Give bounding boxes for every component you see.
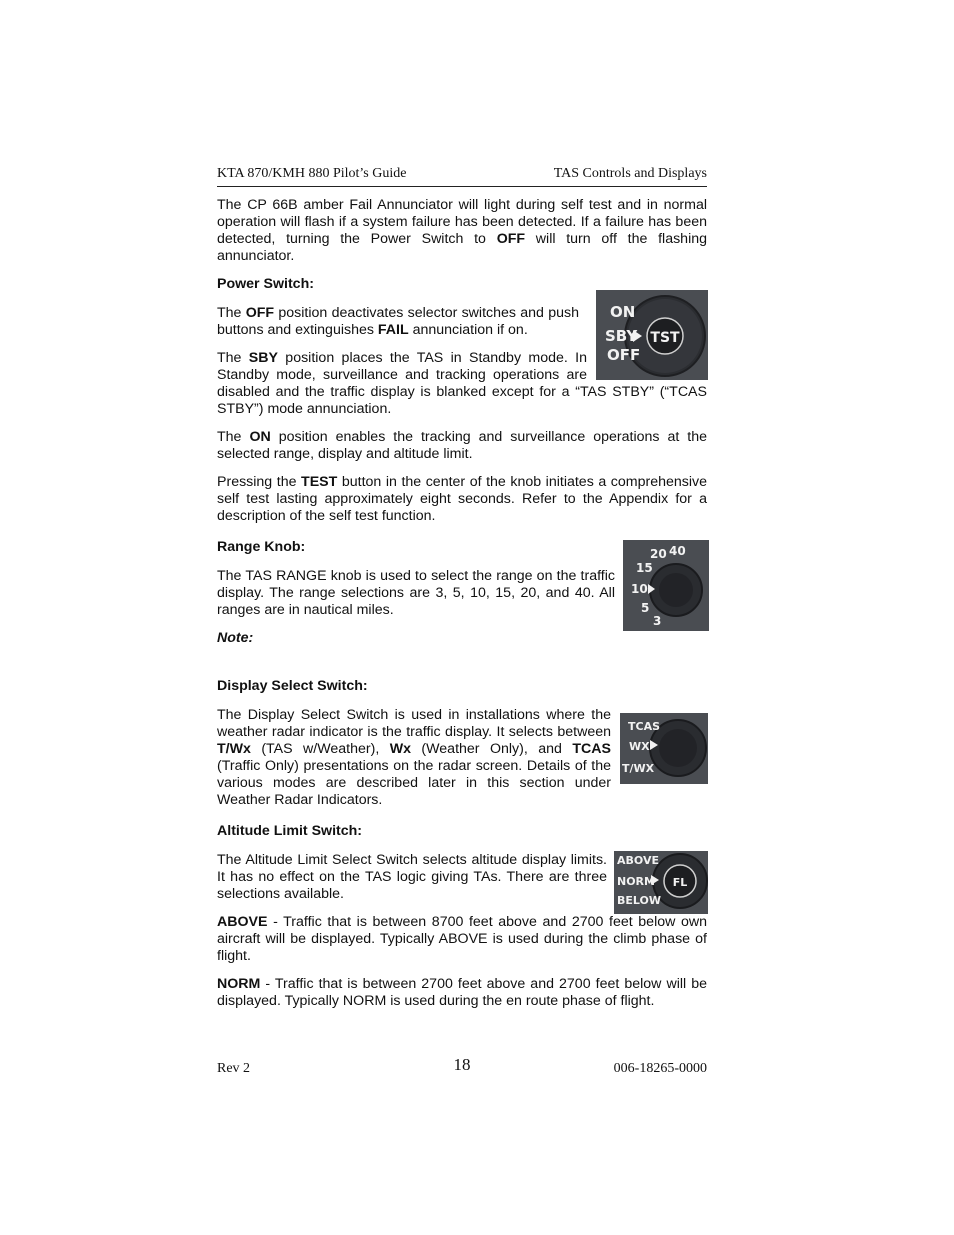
above-label: ABOVE xyxy=(617,854,659,867)
running-header xyxy=(217,166,707,187)
sby-label: SBY xyxy=(605,327,638,345)
twx-label: T/WX xyxy=(622,762,655,775)
revision: Rev 2 xyxy=(217,1061,251,1076)
display-select-heading: Display Select Switch: xyxy=(217,678,368,694)
tcas-label: TCAS xyxy=(628,720,661,733)
range-knob-heading: Range Knob: xyxy=(217,539,306,555)
range-5: 5 xyxy=(641,601,650,615)
on-label: ON xyxy=(610,303,636,321)
power-off-paragraph: The OFF position deactivates selector switches and push buttons and extinguishes FAIL annunciation if on. xyxy=(217,305,579,338)
range-3: 3 xyxy=(653,614,662,628)
header-section: TAS Controls and Displays xyxy=(553,166,707,181)
altitude-limit-heading: Altitude Limit Switch: xyxy=(217,823,363,839)
norm-label: NORM xyxy=(617,875,655,888)
intro-paragraph: The CP 66B amber Fail Annunciator will light during self test and in normal operation will flash if a system failure has been detected. If a failure has been detected, turning the Power Switch to OFF will turn off the flashing annunciator. xyxy=(217,197,707,264)
altitude-paragraph: The Altitude Limit Select Switch selects altitude display limits. It has no effect on the TAS logic giving TAs. There are three selections available. xyxy=(217,852,607,902)
range-20: 20 xyxy=(650,547,667,561)
wx-label: WX xyxy=(629,740,650,753)
below-label: BELOW xyxy=(617,894,661,907)
page-footer xyxy=(217,1055,707,1080)
altitude-above-paragraph: ABOVE - Traffic that is between 8700 feet above and 2700 feet below own aircraft will be displayed. Typically ABOVE is used during the climb phase of flight. xyxy=(217,914,707,964)
test-button-label: TST xyxy=(650,330,680,346)
altitude-norm-paragraph: NORM - Traffic that is between 2700 feet above and 2700 feet below will be displayed. Typically NORM is used during the en route phase of flight. xyxy=(217,976,707,1009)
power-test-paragraph: Pressing the TEST button in the center of the knob initiates a comprehensive self test lasting approximately eight seconds. Refer to the Appendix for a description of the self test function. xyxy=(217,474,707,524)
display-paragraph: The Display Select Switch is used in installations where the weather radar indicator is the traffic display. It selects between T/Wx (TAS w/Weather), Wx (Weather Only), and TCAS (Traffic Only) presentations on the radar screen. Details of the various modes are described later in this section under Weather Radar Indicators. xyxy=(217,707,611,808)
range-paragraph: The TAS RANGE knob is used to select the range on the traffic display. The range selections are 3, 5, 10, 15, 20, and 40. All ranges are in nautical miles. xyxy=(217,568,615,618)
header-title: KTA 870/KMH 880 Pilot’s Guide xyxy=(217,166,407,181)
power-on-paragraph: The ON position enables the tracking and surveillance operations at the selected range, display and altitude limit. xyxy=(217,429,707,462)
range-10: 10 xyxy=(631,582,648,596)
page-body xyxy=(217,197,707,1021)
range-note: Note: xyxy=(217,630,254,646)
power-switch-heading: Power Switch: xyxy=(217,276,314,292)
document-number: 006-18265-0000 xyxy=(613,1061,707,1076)
fl-button-label: FL xyxy=(672,876,688,889)
off-label: OFF xyxy=(607,346,641,364)
page-number: 18 xyxy=(453,1055,471,1074)
power-sby-paragraph: The SBY position places the TAS in Standby mode. In Standby mode, surveillance and tracking operations are disabled and the traffic display is blanked except for a “TAS STBY” (“TCAS STBY”) mode annunciation. xyxy=(217,350,707,417)
range-40: 40 xyxy=(669,544,686,558)
range-15: 15 xyxy=(636,561,653,575)
